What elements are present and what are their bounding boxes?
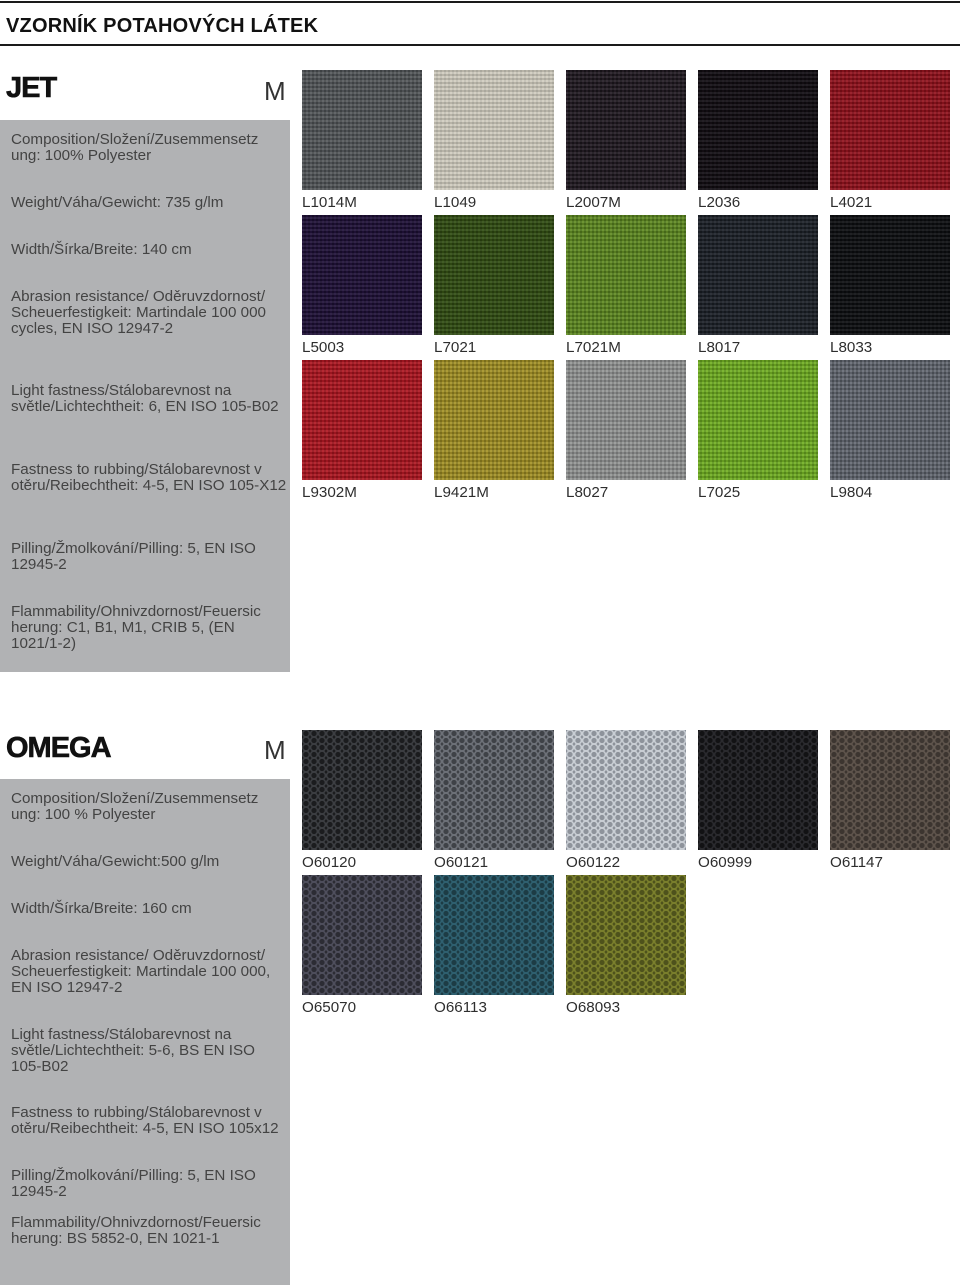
swatch-code: O60122 xyxy=(566,854,621,871)
spec-flammability: Flammability/Ohnivzdornost/Feuersic herung: C1, B1, M1, CRIB 5, (EN 1021/1-2) xyxy=(11,603,261,652)
swatch-code: L7025 xyxy=(698,484,741,501)
swatch-code: O60121 xyxy=(434,854,489,871)
spec-abrasion: Abrasion resistance/ Oděruvzdornost/ Scheuerfestigkeit: Martindale 100 000 cycles, EN ISO 12947-2 xyxy=(11,288,266,337)
swatch-code: O66113 xyxy=(434,999,487,1016)
fabric-swatch xyxy=(830,730,950,850)
spec-composition: Composition/Složení/Zusemmensetz ung: 100 % Polyester xyxy=(11,790,259,823)
fabric-swatch xyxy=(302,360,422,480)
spec-weight: Weight/Váha/Gewicht: 735 g/lm xyxy=(11,194,224,211)
fabric-swatch xyxy=(302,70,422,190)
fabric-swatch xyxy=(566,875,686,995)
swatch-code: L5003 xyxy=(302,339,345,356)
swatch-code: L8027 xyxy=(566,484,609,501)
spec-light-fastness: Light fastness/Stálobarevnost na světle/Lichtechtheit: 6, EN ISO 105-B02 xyxy=(11,382,279,415)
fabric-swatch xyxy=(698,360,818,480)
swatch-code: L2036 xyxy=(698,194,741,211)
section-brand-name: OMEGA xyxy=(6,732,111,764)
size-mark: M xyxy=(264,735,286,765)
swatch-code: L7021 xyxy=(434,339,477,356)
swatch-code: L9421M xyxy=(434,484,489,501)
swatch-code: L8017 xyxy=(698,339,741,356)
fabric-swatch xyxy=(566,215,686,335)
spec-pilling: Pilling/Žmolkování/Pilling: 5, EN ISO 12945-2 xyxy=(11,540,256,573)
fabric-swatch xyxy=(566,70,686,190)
fabric-swatch xyxy=(434,215,554,335)
swatch-code: O68093 xyxy=(566,999,621,1016)
spec-rubbing-fastness: Fastness to rubbing/Stálobarevnost v otěru/Reibechtheit: 4-5, EN ISO 105-X12 xyxy=(11,461,287,494)
section-brand-name: JET xyxy=(6,72,57,104)
swatch-code: L7021M xyxy=(566,339,621,356)
swatch-code: L1014M xyxy=(302,194,357,211)
fabric-swatch xyxy=(566,360,686,480)
spec-weight: Weight/Váha/Gewicht:500 g/lm xyxy=(11,853,220,870)
swatch-code: O60999 xyxy=(698,854,753,871)
size-mark: M xyxy=(264,76,286,106)
swatch-code: L8033 xyxy=(830,339,873,356)
swatch-code: L2007M xyxy=(566,194,621,211)
page-title: VZORNÍK POTAHOVÝCH LÁTEK xyxy=(6,15,319,37)
fabric-swatch xyxy=(698,215,818,335)
spec-pilling: Pilling/Žmolkování/Pilling: 5, EN ISO 12945-2 xyxy=(11,1167,256,1200)
top-rule xyxy=(0,1,960,3)
spec-light-fastness: Light fastness/Stálobarevnost na světle/Lichtechtheit: 5-6, BS EN ISO 105-B02 xyxy=(11,1026,255,1075)
swatch-code: O61147 xyxy=(830,854,883,871)
spec-width: Width/Šírka/Breite: 140 cm xyxy=(11,241,192,258)
fabric-swatch xyxy=(434,360,554,480)
swatch-code: L9804 xyxy=(830,484,873,501)
swatch-code: O60120 xyxy=(302,854,357,871)
fabric-swatch xyxy=(434,70,554,190)
spec-width: Width/Šírka/Breite: 160 cm xyxy=(11,900,192,917)
fabric-swatch xyxy=(830,215,950,335)
spec-flammability: Flammability/Ohnivzdornost/Feuersic herung: BS 5852-0, EN 1021-1 xyxy=(11,1214,261,1247)
fabric-swatch xyxy=(830,360,950,480)
fabric-swatch xyxy=(830,70,950,190)
fabric-swatch xyxy=(434,730,554,850)
fabric-swatch xyxy=(698,730,818,850)
fabric-swatch xyxy=(302,215,422,335)
swatch-code: L4021 xyxy=(830,194,873,211)
fabric-swatch xyxy=(698,70,818,190)
fabric-swatch xyxy=(302,730,422,850)
title-underline xyxy=(0,44,960,46)
fabric-swatch xyxy=(566,730,686,850)
swatch-code: L1049 xyxy=(434,194,477,211)
spec-abrasion: Abrasion resistance/ Oděruvzdornost/ Scheuerfestigkeit: Martindale 100 000, EN ISO 12947-2 xyxy=(11,947,271,996)
fabric-swatch xyxy=(434,875,554,995)
spec-composition: Composition/Složení/Zusemmensetz ung: 100% Polyester xyxy=(11,131,259,164)
swatch-code: L9302M xyxy=(302,484,357,501)
fabric-swatch xyxy=(302,875,422,995)
swatch-code: O65070 xyxy=(302,999,357,1016)
spec-rubbing-fastness: Fastness to rubbing/Stálobarevnost v otěru/Reibechtheit: 4-5, EN ISO 105x12 xyxy=(11,1104,279,1137)
